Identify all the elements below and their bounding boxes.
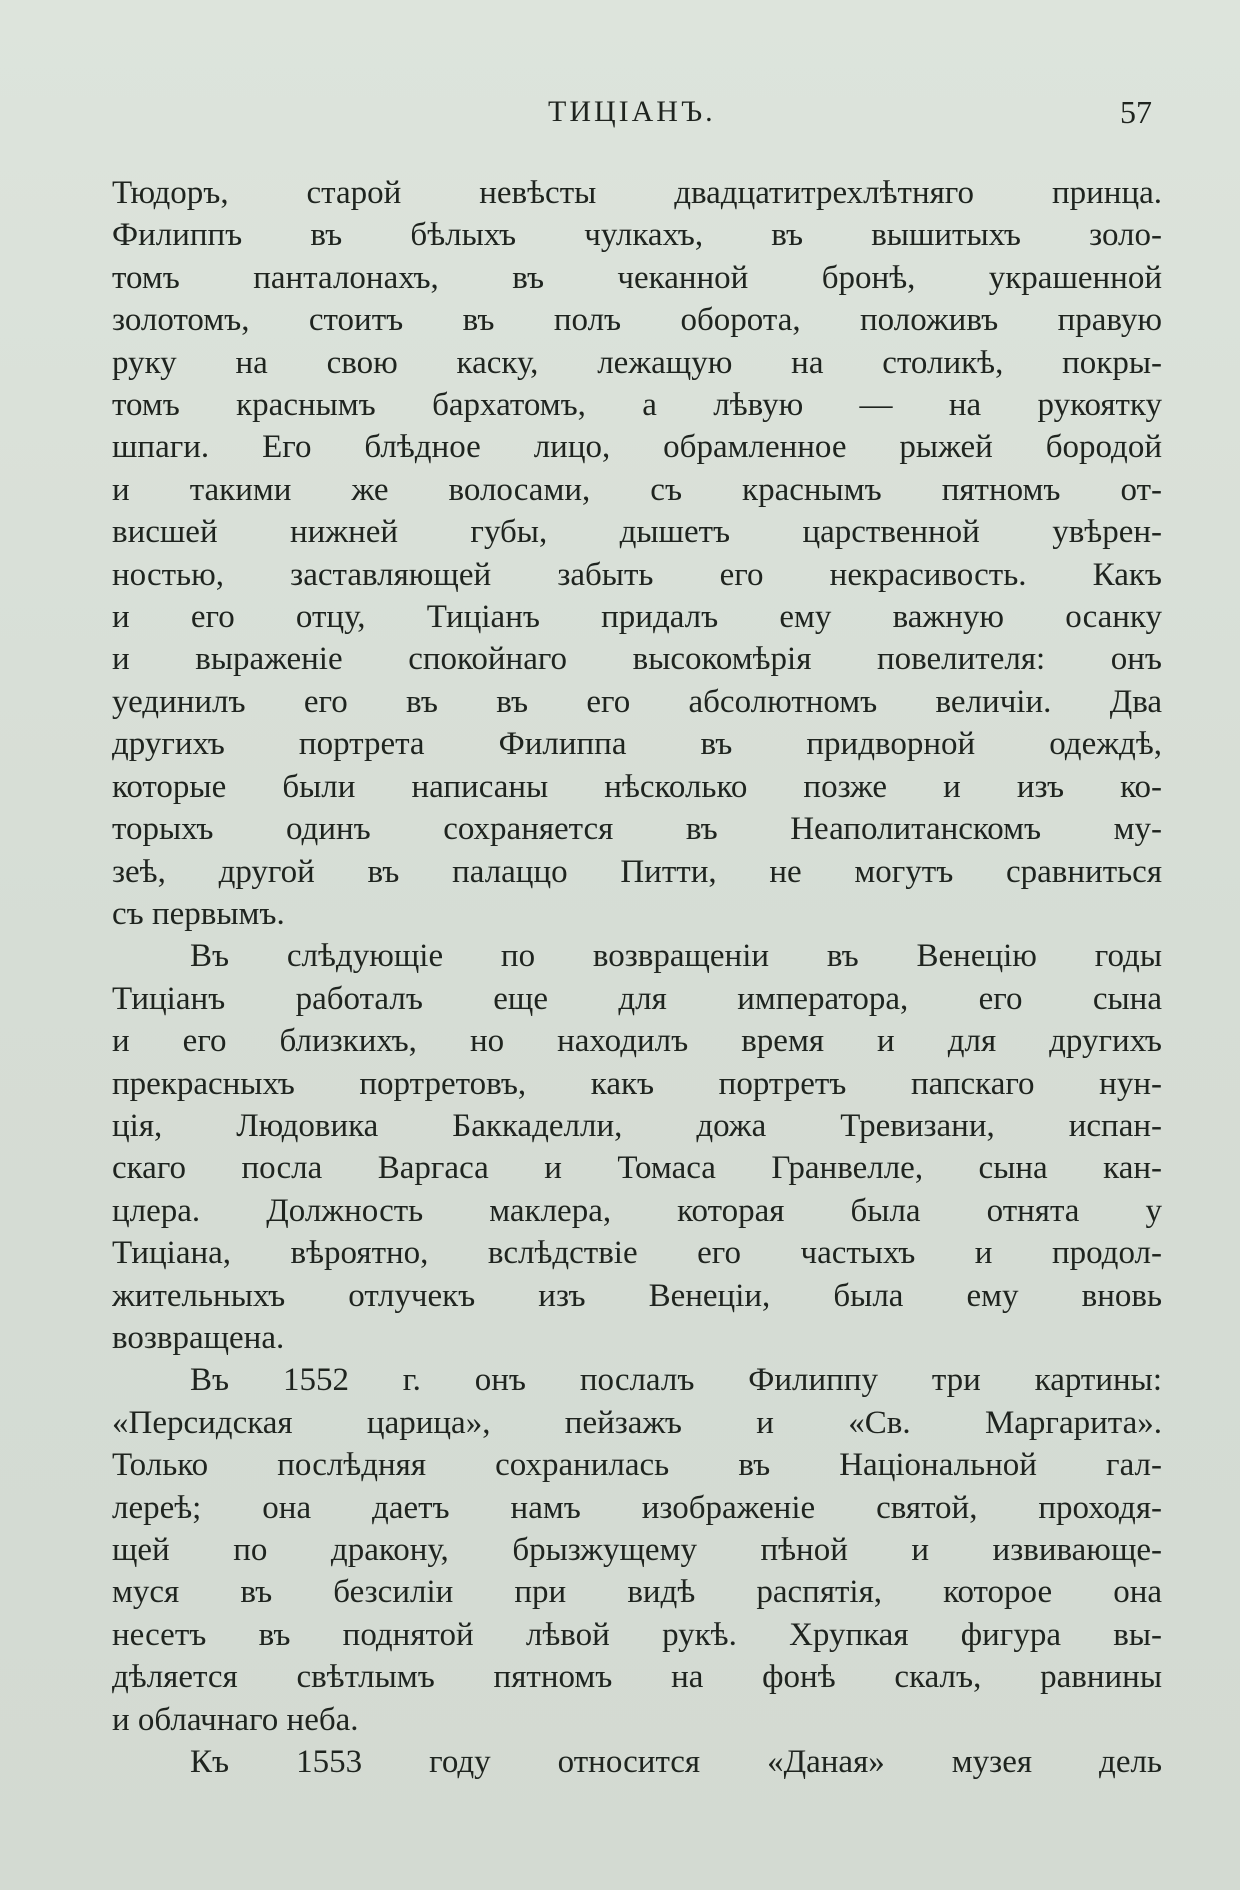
text-line: цлера. Должность маклера, которая была отнята у bbox=[112, 1192, 1162, 1229]
text-line: «Персидская царица», пейзажъ и «Св. Маргарита». bbox=[112, 1404, 1162, 1441]
text-line: муся въ безсиліи при видѣ распятія, которое она bbox=[112, 1574, 1162, 1611]
text-line: ція, Людовика Баккаделли, дожа Тревизани, испан- bbox=[112, 1107, 1162, 1144]
text-line: и облачнаго неба. bbox=[112, 1701, 359, 1738]
text-line: и его близкихъ, но находилъ время и для другихъ bbox=[112, 1023, 1162, 1060]
text-line: висшей нижней губы, дышетъ царственной увѣрен- bbox=[112, 514, 1162, 551]
body-text bbox=[112, 172, 1162, 1783]
text-line: щей по дракону, брызжущему пѣной и извивающе- bbox=[112, 1532, 1162, 1568]
text-line: Тиціанъ работалъ еще для императора, его сына bbox=[112, 980, 1162, 1017]
text-line: Филиппъ въ бѣлыхъ чулкахъ, въ вышитыхъ золо- bbox=[112, 217, 1162, 254]
text-line: томъ краснымъ бархатомъ, а лѣвую — на рукоятку bbox=[112, 387, 1162, 424]
text-line: Тюдоръ, старой невѣсты двадцатитрехлѣтняго принца. bbox=[112, 175, 1162, 211]
text-line: лереѣ; она даетъ намъ изображеніе святой, проходя- bbox=[112, 1489, 1162, 1526]
text-line: прекрасныхъ портретовъ, какъ портретъ папскаго нун- bbox=[112, 1065, 1162, 1102]
text-line: другихъ портрета Филиппа въ придворной одеждѣ, bbox=[112, 726, 1162, 763]
running-head bbox=[0, 92, 1240, 132]
text-line: жительныхъ отлучекъ изъ Венеціи, была ему вновь bbox=[112, 1277, 1162, 1314]
text-line: руку на свою каску, лежащую на столикѣ, покры- bbox=[112, 344, 1162, 381]
paragraph bbox=[112, 1359, 1162, 1741]
text-line: золотомъ, стоитъ въ полъ оборота, положивъ правую bbox=[112, 302, 1162, 339]
paragraph bbox=[112, 172, 1162, 935]
text-line: возвращена. bbox=[112, 1319, 285, 1356]
text-line: скаго посла Варгаса и Томаса Гранвелле, сына кан- bbox=[112, 1150, 1162, 1187]
text-line: Въ 1552 г. онъ послалъ Филиппу три картины: bbox=[190, 1362, 1162, 1399]
text-line: ностью, заставляющей забыть его некрасивость. Какъ bbox=[112, 556, 1162, 593]
text-line: которые были написаны нѣсколько позже и изъ ко- bbox=[112, 768, 1162, 805]
text-line: Тиціана, вѣроятно, вслѣдствіе его частыхъ и продол- bbox=[112, 1235, 1162, 1272]
page-number: 57 bbox=[1120, 94, 1152, 130]
text-line: шпаги. Его блѣдное лицо, обрамленное рыжей бородой bbox=[112, 429, 1162, 466]
text-line: съ первымъ. bbox=[112, 895, 285, 932]
text-line: Только послѣдняя сохранилась въ Національной гал- bbox=[112, 1447, 1162, 1484]
text-line: дѣляется свѣтлымъ пятномъ на фонѣ скалъ, равнины bbox=[112, 1659, 1162, 1696]
text-line: и его отцу, Тиціанъ придалъ ему важную осанку bbox=[112, 599, 1162, 636]
paragraph bbox=[112, 1741, 1162, 1783]
running-title: ТИЦІАНЪ. bbox=[548, 95, 716, 128]
text-line: несетъ въ поднятой лѣвой рукѣ. Хрупкая фигура вы- bbox=[112, 1616, 1162, 1653]
text-line: зеѣ, другой въ палаццо Питти, не могутъ сравниться bbox=[112, 853, 1162, 890]
paragraph bbox=[112, 935, 1162, 1359]
text-line: и выраженіе спокойнаго высокомѣрія повелителя: онъ bbox=[112, 641, 1162, 678]
text-line: и такими же волосами, съ краснымъ пятномъ от- bbox=[112, 471, 1162, 508]
text-line: уединилъ его въ въ его абсолютномъ величіи. Два bbox=[112, 683, 1162, 720]
text-line: томъ панталонахъ, въ чеканной бронѣ, украшенной bbox=[112, 259, 1162, 296]
text-line: Въ слѣдующіе по возвращеніи въ Венецію годы bbox=[190, 938, 1162, 975]
text-line: торыхъ одинъ сохраняется въ Неаполитанскомъ му- bbox=[112, 811, 1162, 848]
text-line: Къ 1553 году относится «Даная» музея дель bbox=[190, 1744, 1162, 1781]
